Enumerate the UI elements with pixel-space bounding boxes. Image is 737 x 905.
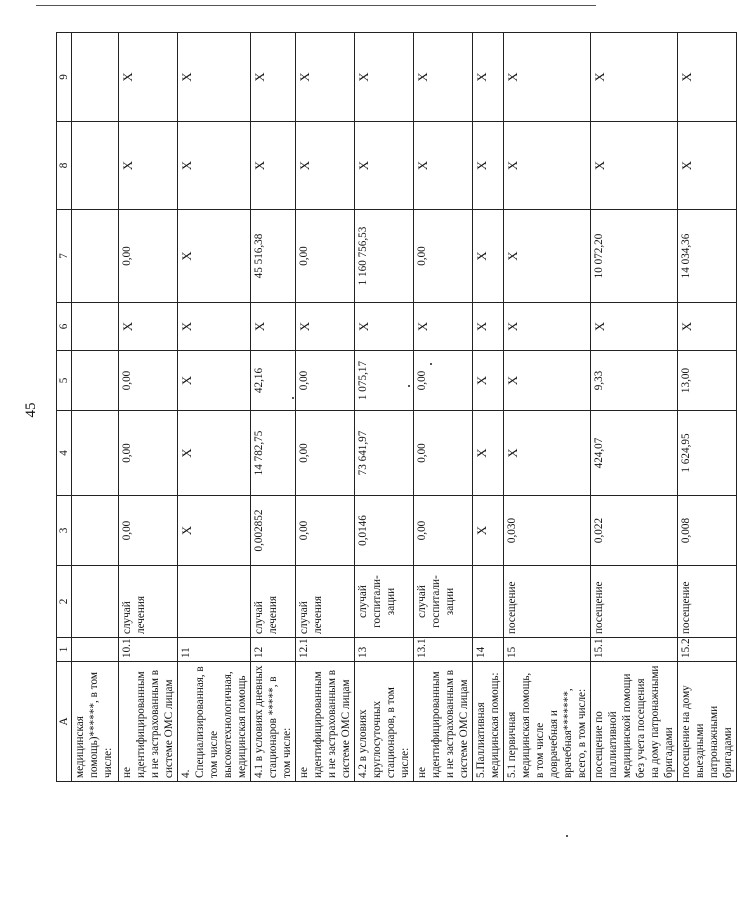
column-header: 6 (57, 303, 72, 351)
value-cell: X (504, 210, 591, 303)
value-cell: 14 034,36 (678, 210, 737, 303)
value-cell: 0,002852 (251, 496, 296, 566)
value-cell: X (414, 33, 473, 122)
value-cell: X (591, 303, 678, 351)
table-row (355, 33, 414, 782)
value-cell: X (504, 33, 591, 122)
row-label: 4. Специализированная, в том числе высокотехнологичная, медицинская помощь (178, 662, 251, 782)
row-label: посещение по паллиативной медицинской помощи без учета посещения на дому патронажными бригадами (591, 662, 678, 782)
row-code: 10.1 (119, 638, 178, 662)
row-label: 5.1 первичная медицинская помощь, в том числе доврачебная и врачебная*******, всего, в том числе: (504, 662, 591, 782)
value-cell: X (178, 411, 251, 496)
row-code: 13.1 (414, 638, 473, 662)
value-cell: 0,00 (414, 351, 473, 411)
row-code (72, 638, 119, 662)
value-cell: X (414, 122, 473, 210)
table-row (504, 33, 591, 782)
value-cell: X (178, 122, 251, 210)
value-cell: 73 641,97 (355, 411, 414, 496)
row-label: не идентифицированным и не застрахованным в системе ОМС лицам (414, 662, 473, 782)
row-label: 4.1 в условиях дневных стационаров *****, в том числе: (251, 662, 296, 782)
value-cell: 0,00 (414, 411, 473, 496)
value-cell: X (296, 303, 355, 351)
row-label: медицинская помощь)******, в том числе: (72, 662, 119, 782)
column-header: 7 (57, 210, 72, 303)
table-row (678, 33, 737, 782)
value-cell: X (119, 33, 178, 122)
column-header: 2 (57, 566, 72, 638)
value-cell: 0,022 (591, 496, 678, 566)
row-label: не идентифицированным и не застрахованным в системе ОМС лицам (119, 662, 178, 782)
unit-cell: посещение (678, 566, 737, 638)
column-header: А (57, 662, 72, 782)
row-code: 14 (473, 638, 504, 662)
unit-cell: посещение (504, 566, 591, 638)
unit-cell: случай лечения (296, 566, 355, 638)
value-cell: 42,16 (251, 351, 296, 411)
column-header: 3 (57, 496, 72, 566)
value-cell: 45 516,38 (251, 210, 296, 303)
value-cell: X (473, 351, 504, 411)
value-cell: 0,00 (296, 210, 355, 303)
value-cell: 424,07 (591, 411, 678, 496)
row-label: 5.Паллиативная медицинская помощь: (473, 662, 504, 782)
value-cell: X (473, 411, 504, 496)
value-cell: X (591, 33, 678, 122)
unit-cell: случай лечения (119, 566, 178, 638)
value-cell: X (473, 210, 504, 303)
value-cell: 1 160 756,53 (355, 210, 414, 303)
value-cell: X (473, 303, 504, 351)
column-header: 8 (57, 122, 72, 210)
value-cell: X (119, 303, 178, 351)
table-row (473, 33, 504, 782)
row-code: 12.1 (296, 638, 355, 662)
page-number: 45 (23, 402, 39, 418)
value-cell: 13,00 (678, 351, 737, 411)
value-cell: X (504, 122, 591, 210)
unit-cell: случай лечения (251, 566, 296, 638)
row-code: 12 (251, 638, 296, 662)
row-code: 13 (355, 638, 414, 662)
value-cell (72, 411, 119, 496)
value-cell (72, 351, 119, 411)
value-cell: X (473, 33, 504, 122)
value-cell: X (178, 210, 251, 303)
value-cell: 0,0146 (355, 496, 414, 566)
value-cell: 10 072,20 (591, 210, 678, 303)
value-cell: 0,00 (296, 351, 355, 411)
value-cell (72, 210, 119, 303)
unit-cell: посещение (591, 566, 678, 638)
value-cell: X (678, 303, 737, 351)
value-cell: 14 782,75 (251, 411, 296, 496)
value-cell: 1 075,17 (355, 351, 414, 411)
value-cell: 0,00 (119, 411, 178, 496)
value-cell: X (473, 496, 504, 566)
value-cell: X (678, 33, 737, 122)
value-cell: X (473, 122, 504, 210)
value-cell: 9,33 (591, 351, 678, 411)
value-cell (72, 303, 119, 351)
column-header: 5 (57, 351, 72, 411)
value-cell: 0,00 (414, 210, 473, 303)
table-row (296, 33, 355, 782)
value-cell: X (678, 122, 737, 210)
data-table (56, 32, 737, 782)
unit-cell: случай госпитали-зации (414, 566, 473, 638)
row-code: 11 (178, 638, 251, 662)
value-cell: X (296, 122, 355, 210)
value-cell: X (178, 303, 251, 351)
table-row (591, 33, 678, 782)
value-cell: X (178, 33, 251, 122)
row-code: 15.1 (591, 638, 678, 662)
value-cell: 0,00 (414, 496, 473, 566)
scan-speck (566, 835, 568, 837)
row-label: 4.2 в условиях круглосуточных стационаров, в том числе: (355, 662, 414, 782)
table-row (178, 33, 251, 782)
value-cell (72, 33, 119, 122)
value-cell: X (591, 122, 678, 210)
value-cell (72, 122, 119, 210)
header-row (57, 33, 72, 782)
value-cell (72, 496, 119, 566)
value-cell: 0,00 (119, 351, 178, 411)
value-cell: 0,00 (296, 411, 355, 496)
value-cell: X (355, 122, 414, 210)
unit-cell (178, 566, 251, 638)
row-code: 15 (504, 638, 591, 662)
value-cell: X (178, 351, 251, 411)
unit-cell (72, 566, 119, 638)
table-row (251, 33, 296, 782)
value-cell: X (251, 303, 296, 351)
unit-cell (473, 566, 504, 638)
value-cell: 0,008 (678, 496, 737, 566)
value-cell: X (414, 303, 473, 351)
value-cell: 0,00 (119, 496, 178, 566)
value-cell: X (504, 411, 591, 496)
value-cell: X (251, 122, 296, 210)
value-cell: X (119, 122, 178, 210)
value-cell: 0,00 (119, 210, 178, 303)
column-header: 9 (57, 33, 72, 122)
table-row (72, 33, 119, 782)
column-header: 1 (57, 638, 72, 662)
value-cell: X (178, 496, 251, 566)
table-row (119, 33, 178, 782)
row-label: не идентифицированным и не застрахованным в системе ОМС лицам (296, 662, 355, 782)
unit-cell: случай госпитали-зации (355, 566, 414, 638)
value-cell: X (355, 303, 414, 351)
table-row (414, 33, 473, 782)
column-header: 4 (57, 411, 72, 496)
row-label: посещение на дому выездными патронажными бригадами (678, 662, 737, 782)
value-cell: X (355, 33, 414, 122)
value-cell: X (251, 33, 296, 122)
value-cell: 1 624,95 (678, 411, 737, 496)
rotated-table-container (56, 33, 734, 782)
scan-edge-line (36, 5, 596, 6)
value-cell: X (504, 303, 591, 351)
row-code: 15.2 (678, 638, 737, 662)
value-cell: 0,00 (296, 496, 355, 566)
value-cell: X (296, 33, 355, 122)
value-cell: X (504, 351, 591, 411)
value-cell: 0,030 (504, 496, 591, 566)
